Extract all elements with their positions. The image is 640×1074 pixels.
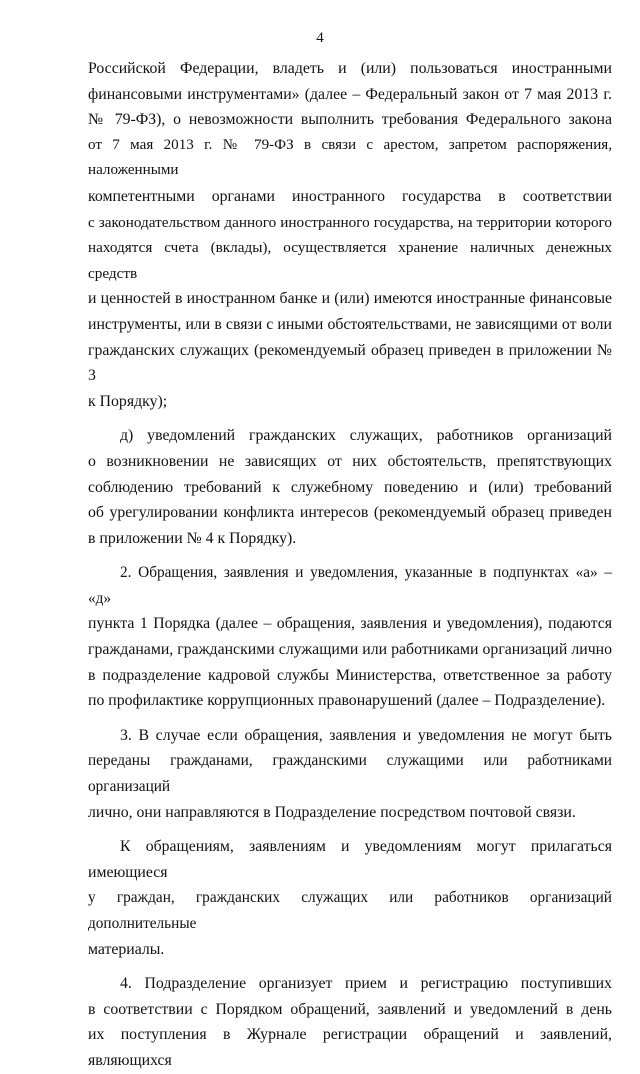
text-line: гражданских служащих (рекомендуемый образец приведен в приложении № 3 — [88, 341, 612, 385]
text-line: их поступления в Журнале регистрации обращений и заявлений, являющихся — [88, 1026, 612, 1069]
text-line: о возникновении не зависящих от них обстоятельств, препятствующих — [88, 452, 612, 470]
text-line: материалы. — [88, 940, 165, 958]
text-line: в подразделение кадровой службы Министерства, ответственное за работу — [88, 666, 612, 684]
text-line: по профилактике коррупционных правонарушений (далее – Подразделение). — [88, 692, 606, 710]
text-line: в приложении № 4 к Порядку). — [88, 529, 297, 547]
text-line: № 79-ФЗ), о невозможности выполнить требования Федерального закона — [88, 111, 612, 129]
paragraph-continuation — [88, 56, 612, 414]
paragraph-point-3 — [88, 723, 612, 825]
paragraph-point-4 — [88, 971, 612, 1073]
text-line: К обращениям, заявлениям и уведомлениям могут прилагаться имеющиеся — [88, 838, 612, 881]
text-line: переданы гражданами, гражданскими служащими или работниками организаций — [88, 752, 612, 796]
text-line: гражданами, гражданскими служащими или работниками организаций лично — [88, 641, 612, 659]
text-line: соблюдению требований к служебному поведению и (или) требований — [88, 478, 612, 496]
text-line: у граждан, гражданских служащих или работников организаций дополнительные — [88, 889, 612, 932]
text-line: находятся счета (вклады), осуществляется хранение наличных денежных средств — [88, 239, 612, 282]
text-line: в соответствии с Порядком обращений, заявлений и уведомлений в день — [88, 1000, 612, 1018]
text-line: лично, они направляются в Подразделение посредством почтовой связи. — [88, 803, 576, 821]
paragraph-point-2 — [88, 560, 612, 714]
text-line: компетентными органами иностранного государства в соответствии — [88, 187, 612, 205]
text-line: 2. Обращения, заявления и уведомления, указанные в подпунктах «а» – «д» — [88, 564, 612, 607]
text-line: и ценностей в иностранном банке и (или) имеются иностранные финансовые — [88, 290, 612, 308]
text-line: от 7 мая 2013 г. № 79-ФЗ в связи с арестом, запретом распоряжения, наложенными — [88, 136, 612, 179]
text-line: об урегулировании конфликта интересов (рекомендуемый образец приведен — [88, 504, 612, 522]
text-line: пункта 1 Порядка (далее – обращения, заявления и уведомления), подаются — [88, 615, 612, 633]
paragraph-attachments — [88, 834, 612, 962]
document-body — [88, 56, 612, 1074]
text-line: с законодательством данного иностранного государства, на территории которого — [88, 213, 612, 231]
text-line: к Порядку); — [88, 392, 168, 410]
text-line: Российской Федерации, владеть и (или) пользоваться иностранными — [88, 60, 612, 77]
paragraph-subpoint-d — [88, 423, 612, 551]
text-line: д) уведомлений гражданских служащих, работников организаций — [120, 427, 612, 445]
text-line: 4. Подразделение организует прием и регистрацию поступивших — [120, 975, 612, 993]
page-number: 4 — [316, 30, 324, 46]
text-line: инструменты, или в связи с иными обстоятельствами, не зависящими от воли — [88, 315, 612, 333]
text-line: финансовыми инструментами» (далее – Федеральный закон от 7 мая 2013 г. — [88, 85, 612, 103]
text-line: 3. В случае если обращения, заявления и уведомления не могут быть — [120, 726, 612, 744]
